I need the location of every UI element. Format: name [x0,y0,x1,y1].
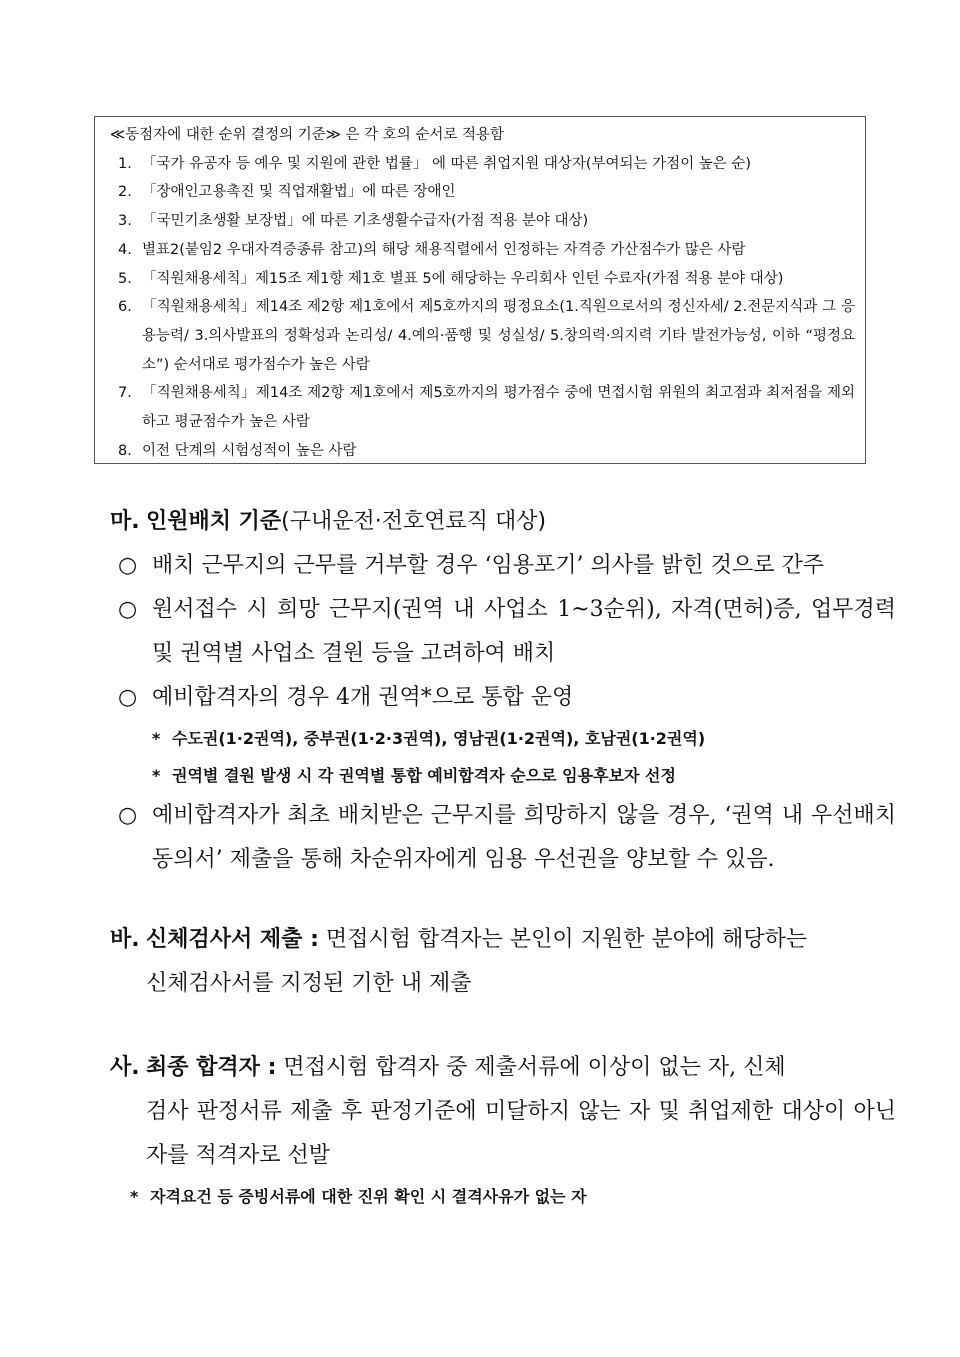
section-text: 면접시험 합격자는 본인이 지원한 분야에 해당하는 [325,927,808,952]
asterisk-icon: * [152,729,161,748]
list-item-text: 이전 단계의 시험성적이 높은 사람 [142,442,357,459]
region-notes [110,720,896,794]
list-item [95,379,855,436]
list-item-text: 「국가 유공자 등 예우 및 지원에 관한 법률」 에 따른 취업지원 대상자(부여되는 가점이 높은 순) [142,155,752,172]
section-letter: 사. [110,1055,140,1080]
section-title: 신체검사서 제출 : [146,927,319,952]
list-item-number: 5. [118,270,132,287]
list-item-text: 예비합격자의 경우 4개 권역*으로 통합 운영 [152,685,574,710]
list-item [95,437,855,466]
asterisk-icon: * [152,766,161,785]
section-subtitle: (구내운전·전호연료직 대상) [281,509,547,534]
section-letter: 마. [110,509,140,534]
list-item-text: 원서접수 시 희망 근무지(권역 내 사업소 1~3순위), 자격(면허)증, 업무경력 및 권역별 사업소 결원 등을 고려하여 배치 [152,597,896,666]
section-title: 최종 합격자 : [146,1055,277,1080]
list-item-text: 별표2(붙임2 우대자격증종류 참고)의 해당 채용직렬에서 인정하는 자격증 가산점수가 많은 사람 [142,241,746,258]
note-item [152,720,896,757]
list-item-text: 「직원채용세칙」제15조 제1항 제1호 별표 5에 해당하는 우리회사 인턴 수료자(가점 적용 분야 대상) [142,270,784,287]
list-item-number: 8. [118,442,132,459]
circle-bullet-icon: ○ [118,553,138,578]
section-heading [110,1046,896,1090]
section-heading [110,918,896,962]
list-item-text: 배치 근무지의 근무를 거부할 경우 ‘임용포기’ 의사를 밝힌 것으로 간주 [152,553,824,578]
list-item [95,265,855,294]
asterisk-icon: * [130,1187,139,1206]
list-item [118,794,896,882]
list-item-number: 3. [118,213,132,230]
list-item-number: 1. [118,155,132,172]
note-item [110,1178,896,1215]
circle-bullet-icon: ○ [118,803,138,828]
list-item-text: 「장애인고용촉진 및 직업재활법」에 따른 장애인 [142,184,456,201]
list-item-number: 2. [118,184,132,201]
list-item [95,178,855,207]
section-letter: 바. [110,927,140,952]
list-item-number: 4. [118,241,132,258]
section-text-continued: 검사 판정서류 제출 후 판정기준에 미달하지 않는 자 및 취업제한 대상이 아닌 자를 적격자로 선발 [146,1099,896,1168]
list-item [118,544,896,588]
circle-bullet-icon: ○ [118,597,138,622]
list-item-text: 예비합격자가 최초 배치받은 근무지를 희망하지 않을 경우, ‘권역 내 우선배치 동의서’ 제출을 통해 차순위자에게 임용 우선권을 양보할 수 있음. [152,803,896,872]
list-item [95,150,855,179]
tie-break-list [95,150,855,466]
list-item [95,236,855,265]
list-item-text: 「직원채용세칙」제14조 제2항 제1호에서 제5호까지의 평정요소(1.직원으로서의 정신자세/ 2.전문지식과 그 응용능력/ 3.의사발표의 정확성과 논리성/ 4.예의·품행 및 성실성/ 5.창의력·의지력 기타 발전가능성, 이하 “평정요소”) 순서대로 평가점수가 높은 사람 [142,299,855,373]
note-text: 수도권(1·2권역), 중부권(1·2·3권역), 영남권(1·2권역), 호남권(1·2권역) [172,729,706,748]
list-item-text: 「직원채용세칙」제14조 제2항 제1호에서 제5호까지의 평가점수 중에 면접시험 위원의 최고점과 최저점을 제외하고 평균점수가 높은 사람 [142,385,855,431]
circle-bullet-icon: ○ [118,685,138,710]
note-text: 자격요건 등 증빙서류에 대한 진위 확인 시 결격사유가 없는 자 [150,1187,587,1206]
section-text-continued: 신체검사서를 지정된 기한 내 제출 [146,971,472,996]
note-text: 권역별 결원 발생 시 각 권역별 통합 예비합격자 순으로 임용후보자 선정 [172,766,676,785]
list-item [118,676,896,720]
list-item [118,588,896,676]
section-heading [110,500,896,544]
tie-break-title: ≪동점자에 대한 순위 결정의 기준≫ 은 각 호의 순서로 적용함 [110,127,505,143]
list-item [95,207,855,236]
section-text: 면접시험 합격자 중 제출서류에 이상이 없는 자, 신체 [283,1055,786,1080]
tie-break-criteria-box [94,116,866,464]
placement-section [110,500,896,882]
list-item-number: 7. [118,385,132,402]
list-item-text: 「국민기초생활 보장법」에 따른 기초생활수급자(가점 적용 분야 대상) [142,213,589,230]
list-item-number: 6. [118,299,132,316]
list-item [95,293,855,379]
note-item [152,757,896,794]
section-title: 인원배치 기준 [146,509,282,534]
final-section [110,1046,896,1215]
medical-section [110,918,896,1006]
